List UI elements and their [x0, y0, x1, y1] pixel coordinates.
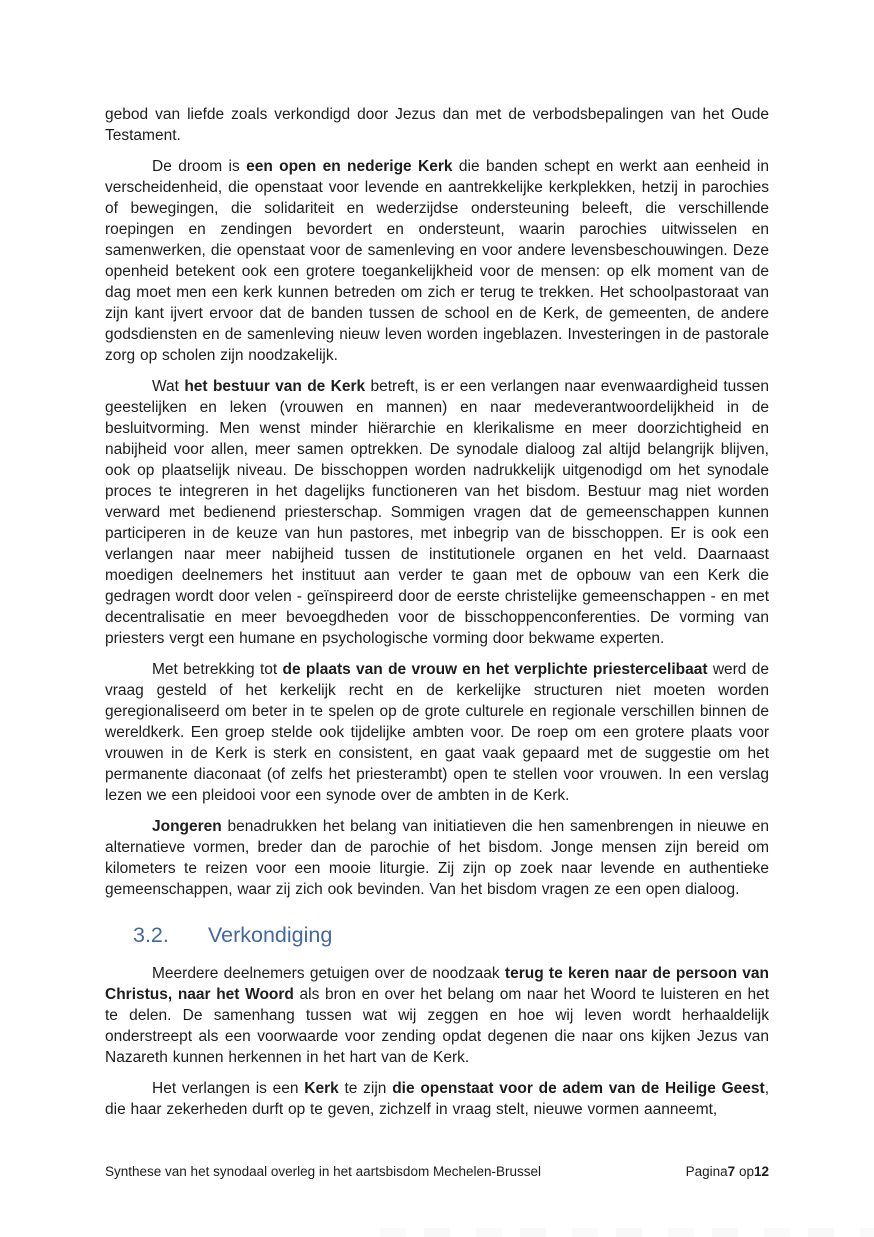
text-run: Wat: [152, 378, 185, 395]
footer-document-title: Synthese van het synodaal overleg in het aartsbisdom Mechelen-Brussel: [105, 1164, 541, 1179]
paragraph: [105, 104, 769, 146]
text-run: benadrukken het belang van initiatieven die hen samenbrengen in nieuwe en alternatieve vormen, breder dan de parochie of het bisdom. Jonge mensen zijn bereid om kilometers te reizen voor een mooie liturgie. Zij zijn op zoek naar levende en authentieke gemeenschappen, waar zij zich ook bevinden. Van het bisdom vragen ze een open dialoog.: [105, 818, 769, 898]
paragraph: [105, 1078, 769, 1120]
paragraph: [105, 156, 769, 366]
scan-artifact: [380, 1228, 874, 1237]
text-run: Kerk: [304, 1080, 339, 1097]
text-run: het bestuur van de Kerk: [184, 378, 366, 395]
page-footer: [105, 1163, 769, 1181]
text-run: die banden schept en werkt aan eenheid in verscheidenheid, die openstaat voor levende en aantrekkelijke kerkplekken, hetzij in parochies of bewegingen, die solidariteit en wederzijdse ondersteuning beleeft, die verschillende roepingen en zendingen bevordert en ondersteunt, waarin parochies uitwisselen en samenwerken, die openstaat voor de samenleving en voor andere levensbeschouwingen. Deze openheid betekent ook een grotere toegankelijkheid voor de mensen: op elk moment van de dag moet men een kerk kunnen betreden om zich er terug te trekken. Het schoolpastoraat van zijn kant ijvert ervoor dat de banden tussen de school en de Kerk, de gemeenten, de andere godsdiensten en de samenleving nieuw leven worden ingeblazen. Investeringen in de pastorale zorg op scholen zijn noodzakelijk.: [105, 158, 769, 364]
text-run: op: [735, 1164, 754, 1179]
footer-page-number: [686, 1163, 769, 1181]
text-run: te zijn: [338, 1080, 393, 1097]
paragraph: [105, 659, 769, 806]
text-run: gebod van liefde zoals verkondigd door Jezus dan met de verbodsbepalingen van het Oude Testament.: [105, 106, 769, 144]
paragraph: [105, 376, 769, 649]
text-run: als bron en over het belang om naar het Woord te luisteren en het te delen. De samenhang tussen wat wij zeggen en hoe wij leven wordt herhaaldelijk onderstreept als een voorwaarde voor zending opdat degenen die naar ons kijken Jezus van Nazareth kunnen herkennen in het hart van de Kerk.: [105, 986, 770, 1066]
text-run: werd de vraag gesteld of het kerkelijk recht en de kerkelijke structuren niet moeten worden geregionaliseerd om beter in te spelen op de grote culturele en regionale verschillen binnen de wereldkerk. Een groep stelde ook tijdelijke ambten voor. De roep om een grotere plaats voor vrouwen in de Kerk is sterk en consistent, en gaat vaak gepaard met de suggestie om het permanente diaconaat (of zelfs het priesterambt) open te stellen voor vrouwen. In een verslag lezen we een pleidooi voor een synode over de ambten in de Kerk.: [105, 661, 769, 804]
text-run: terug te keren naar de persoon van Christus, naar het Woord: [105, 965, 769, 1003]
section-heading-title: Verkondiging: [208, 923, 333, 947]
text-run: Meerdere deelnemers getuigen over de noodzaak: [152, 965, 505, 982]
section-heading: [105, 922, 769, 948]
text-run: Jongeren: [152, 818, 222, 835]
document-body: [105, 104, 769, 1130]
section-heading-number: 3.2.: [133, 923, 169, 947]
text-run: De droom is: [152, 158, 247, 175]
text-run: betreft, is er een verlangen naar evenwaardigheid tussen geestelijken en leken (vrouwen en mannen) en naar medeverantwoordelijkheid in de besluitvorming. Men wenst minder hiërarchie en klerikalisme en meer doorzichtigheid en nabijheid voor allen, meer samen optrekken. De synodale dialoog zal altijd belangrijk blijven, ook op plaatselijk niveau. De bisschoppen worden nadrukkelijk uitgenodigd om het synodale proces te integreren in het dagelijks functioneren van het bisdom. Bestuur mag niet worden verward met bedienend priesterschap. Sommigen vragen dat de gemeenschappen kunnen participeren in de keuze van hun pastores, met inbegrip van de bisschoppen. Er is ook een verlangen naar meer nabijheid tussen de institutionele organen en het veld. Daarnaast moedigen deelnemers het instituut aan verder te gaan met de opbouw van een Kerk die gedragen wordt door velen - geïnspireerd door de eerste christelijke gemeenschappen - en met decentralisatie en meer bevoegdheden voor de bisschoppenconferenties. De vorming van priesters vergt een humane en psychologische vorming door bekwame experten.: [105, 378, 770, 647]
text-run: de plaats van de vrouw en het verplichte priestercelibaat: [282, 661, 708, 678]
text-run: 7: [727, 1164, 736, 1179]
text-run: die openstaat voor de adem van de Heilige Geest: [392, 1080, 765, 1097]
text-run: Met betrekking tot: [152, 661, 283, 678]
paragraph: [105, 963, 769, 1068]
text-run: 12: [753, 1164, 769, 1179]
text-run: , die haar zekerheden durft op te geven, zichzelf in vraag stelt, nieuwe vormen aanneemt,: [105, 1080, 769, 1118]
paragraph: [105, 816, 769, 900]
text-run: Het verlangen is een: [152, 1080, 305, 1097]
text-run: Pagina: [685, 1164, 728, 1179]
text-run: een open en nederige Kerk: [246, 158, 453, 175]
